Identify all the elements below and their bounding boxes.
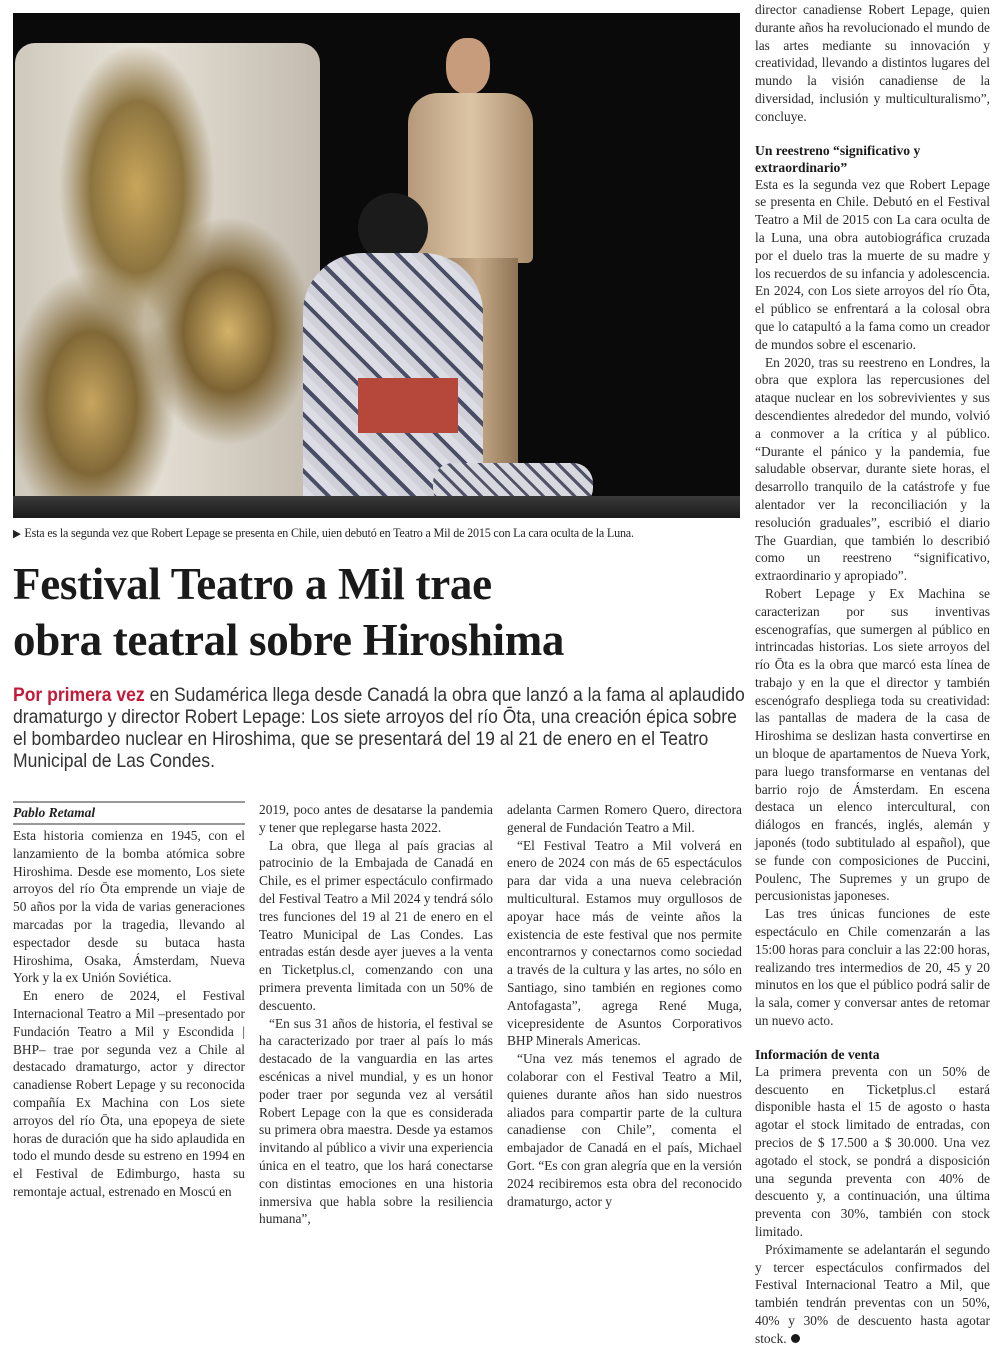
paragraph: Esta es la segunda vez que Robert Lepage se presenta en Chile. Debutó en el Festival Teatro a Mil de 2015 con La cara oculta de la Luna, una obra autobiográfica cruzada por el duelo tras la muerte de su madre y los recuerdos de su infancia y adolescencia. En 2024, con Los siete arroyos del río Ōta, el público se enfrentará a la colosal obra que lo catapultó a la fama como un creador de mundos sobre el escenario. [755, 176, 990, 352]
headline [13, 556, 753, 668]
article-photo [13, 13, 740, 518]
caption-text: Esta es la segunda vez que Robert Lepage se presenta en Chile, uien debutó en Teatro a Mil de 2015 con La cara oculta de la Luna. [24, 525, 634, 540]
paragraph: “En sus 31 años de historia, el festival se ha caracterizado por traer al país lo más destacado de la vanguardia en las artes escénicas a nivel mundial, y es un honor poder traer por segunda vez al versátil Robert Lepage con la que es considerada su primera obra maestra. Desde ya estamos invitando al público a vivir una experiencia única en el teatro, que los hará conectarse con distintas emociones en una historia inmersiva que habla sobre la resiliencia humana”, [259, 1015, 493, 1227]
paragraph: “El Festival Teatro a Mil volverá en enero de 2024 con más de 65 espectáculos para dar vida a una nueva celebración multicultural. Estamos muy orgullosos de apoyar hace más de veinte años la existencia de este festival que nos permite encontrarnos y conectarnos como sociedad a través de la cultura y las artes, no sólo en Santiago, sino también en regiones como Antofagasta”, agrega René Muga, vicepresidente de Asuntos Corporativos BHP Minerals Americas. [507, 837, 742, 1049]
triangle-icon: ▶ [13, 528, 21, 540]
column-3 [507, 801, 742, 1210]
stage-floor [13, 496, 740, 518]
paragraph: La obra, que llega al país gracias al patrocinio de la Embajada de Canadá en Chile, es el primer espectáculo confirmado del Festival Teatro a Mil 2024 y tendrá sólo tres funciones del 19 al 21 de enero en el Teatro Municipal de Las Condes. Las entradas están desde ayer jueves a la venta en Ticketplus.cl, comenzando con una primera preventa limitada con un 50% de descuento. [259, 837, 493, 1013]
paragraph-last [755, 1241, 990, 1348]
end-mark-icon [791, 1334, 800, 1343]
paragraph: En 2020, tras su reestreno en Londres, la obra que explora las repercusiones del ataque nuclear en los sobrevivientes y sus descendientes alrededor del mundo, volvió a conmover a la crítica y al público. “Durante el pánico y la pandemia, fue saludable observar, durante siete horas, el desarrollo tranquilo de la catástrofe y fue alentador ver la reconciliación y la resolución graduales”, escribió el diario The Guardian, que también lo describió como un reestreno “significativo, extraordinario y apropiado”. [755, 354, 990, 584]
subheading-reestreno: Un reestreno “significativo y extraordinario” [755, 142, 921, 175]
lede-text: en Sudamérica llega desde Canadá la obra que lanzó a la fama al aplaudido dramaturgo y director Robert Lepage: Los siete arroyos del río Ōta, una creación épica sobre el bombardeo nuclear en Hiroshima, que se presentará del 19 al 21 de enero en el Teatro Municipal de Las Condes. [13, 684, 745, 772]
lede-kicker: Por primera vez [13, 684, 145, 706]
photo-caption [13, 525, 634, 541]
headline-line-2: obra teatral sobre Hiroshima [13, 615, 565, 665]
paragraph: La primera preventa con un 50% de descuento en Ticketplus.cl estará disponible hasta el 15 de agosto o hasta agotar el stock limitado de entradas, con precios de $ 17.500 a $ 30.000. Una vez agotado el stock, se pondrá a disposición una segunda preventa con 40% de descuento y, a continuación, una última preventa con 30%, también con stock limitado. [755, 1063, 990, 1239]
byline: Pablo Retamal [13, 805, 96, 820]
column-2 [259, 801, 493, 1228]
headline-line-1: Festival Teatro a Mil trae [13, 559, 492, 609]
paragraph: Robert Lepage y Ex Machina se caracterizan por sus inventivas escenografías, que sumergen al público en intrincadas historias. Los siete arroyos del río Ōta es la obra que marcó esta línea de trabajo y en la que el director y también escenógrafo despliega toda su creatividad: las pantallas de madera de la casa de Hiroshima se deslizan hasta convertirse en un bloque de apartamentos de Nueva York, para luego transformarse en ventanas del barrio rojo de Ámsterdam. En escena destaca un elenco intercultural, con diálogos en francés, inglés, alemán y japonés (todo subtitulado al español), que se funde con composiciones de Puccini, Poulenc, The Supremes y un grupo de percusionistas japoneses. [755, 585, 990, 904]
actress-kneeling [283, 193, 593, 513]
paragraph: En enero de 2024, el Festival Internacional Teatro a Mil –presentado por Fundación Teatro a Mil y Escondida | BHP– trae por segunda vez a Chile al destacado dramaturgo, actor y director canadiense Robert Lepage y su reconocida compañía Ex Machina con Los siete arroyos del río Ōta, una epopeya de siete horas de duración que ha sido aplaudida en todo el mundo desde su estreno en 1994 en el Festival de Edimburgo, hasta su remontaje actual, estrenado en Moscú en [13, 988, 245, 1199]
paragraph: Esta historia comienza en 1945, con el lanzamiento de la bomba atómica sobre Hiroshima. Desde ese momento, Los siete arroyos del río Ōta emprende un viaje de 50 años por la vida de varias generaciones marcadas por la tragedia, llevando al espectador desde su butaca hasta Hiroshima, Osaka, Ámsterdam, Nueva York y la ex Unión Soviética. [13, 828, 245, 986]
paragraph: Las tres únicas funciones de este espectáculo en Chile comenzarán a las 15:00 horas para concluir a las 22:00 horas, realizando tres intermedios de 20, 45 y 20 minutos en los que el público podrá salir de la sala, comer y conversar antes de retomar un nuevo acto. [755, 906, 990, 1029]
column-4 [755, 1, 990, 1348]
paragraph: adelanta Carmen Romero Quero, directora general de Fundación Teatro a Mil. [507, 802, 742, 835]
subheading-venta: Información de venta [755, 1046, 880, 1062]
paragraph-text: Próximamente se adelantarán el segundo y tercer espectáculos confirmados del Festival Internacional Teatro a Mil, que también tendrán preventas con un 50%, 40% y 30% de descuento hasta agotar stock. [755, 1241, 990, 1346]
paragraph: 2019, poco antes de desatarse la pandemia y tener que replegarse hasta 2022. [259, 802, 493, 835]
kimono-figure [15, 43, 320, 518]
lede [13, 684, 753, 772]
column-1 [13, 827, 245, 1201]
byline-box [13, 801, 245, 825]
paragraph: “Una vez más tenemos el agrado de colaborar con el Festival Teatro a Mil, quienes durante años han sido nuestros aliados para compartir parte de la cultura canadiense con Chile”, comenta el embajador de Canadá en el país, Michael Gort. “Es con gran alegría que en la versión 2024 recibiremos esta obra del reconocido dramaturgo, actor y [507, 1051, 742, 1209]
paragraph: director canadiense Robert Lepage, quien durante años ha revolucionado el mundo de las artes mediante su innovación y creatividad, llevando a distintos lugares del mundo la visión canadiense de la diversidad, inclusión y multiculturalismo”, concluye. [755, 2, 990, 124]
